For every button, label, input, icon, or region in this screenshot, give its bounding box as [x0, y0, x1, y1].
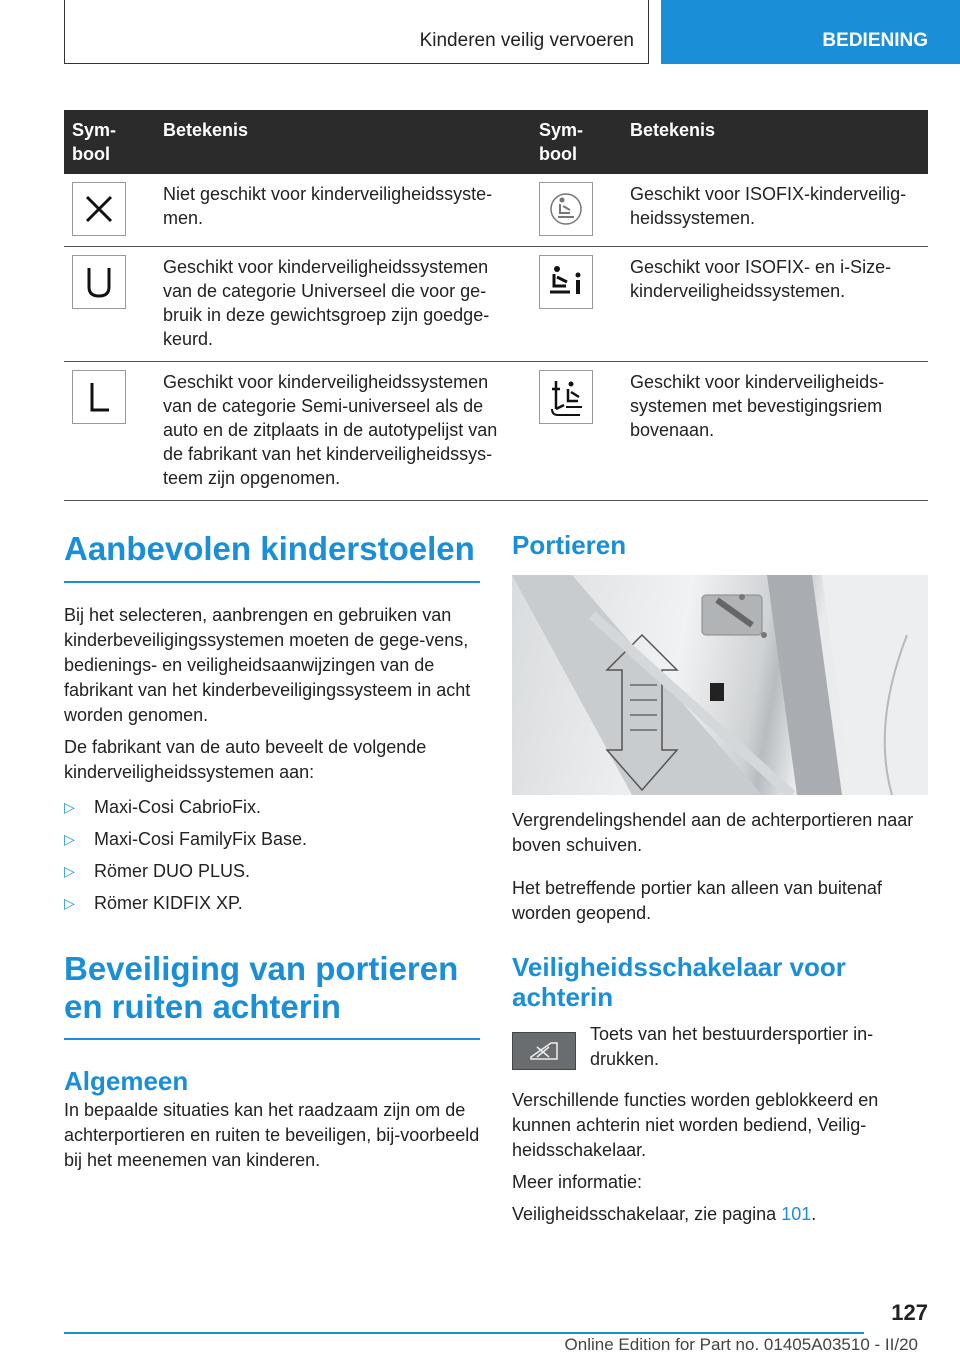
switch-icon-text: Toets van het bestuurdersportier in-drukken. [590, 1024, 874, 1069]
col-header-symbol-2: Sym- bool [531, 110, 622, 174]
list-item: ▷ Maxi-Cosi FamilyFix Base. [64, 827, 480, 852]
list-item: ▷ Maxi-Cosi CabrioFix. [64, 795, 480, 820]
footer-edition: Online Edition for Part no. 01405A03510 - II/20 [564, 1335, 918, 1354]
heading-rule [64, 1038, 480, 1040]
list-item: ▷ Römer KIDFIX XP. [64, 891, 480, 916]
table-cell-meaning: Niet geschikt voor kinderveiligheidssyste- men. [155, 174, 531, 247]
isofix-icon [539, 182, 593, 236]
section-heading-safety-switch: Veiligheidsschakelaar voor achterin [512, 952, 846, 1012]
triangle-bullet-icon: ▷ [64, 831, 75, 847]
recommended-paragraph-1: Bij het selecteren, aanbrengen en gebruiken van kinderbeveiligingssystemen moeten de gege-vens, bedienings- en veiligheidsaanwijzingen van de fabrikant van het kinderbeveiligingssysteem in acht worden genomen. [64, 605, 471, 725]
child-lock-switch-icon [512, 1032, 576, 1070]
triangle-bullet-icon: ▷ [64, 895, 75, 911]
doors-paragraph-1: Vergrendelingshendel aan de achterportieren naar boven schuiven. [512, 810, 914, 855]
not-suitable-icon [72, 182, 126, 236]
section-heading-security: Beveiliging van portieren en ruiten achterin [64, 950, 459, 1025]
header-left-box [64, 0, 649, 64]
list-item: ▷ Römer DUO PLUS. [64, 859, 480, 884]
table-cell-meaning: Geschikt voor kinderveiligheidssystemen van de categorie Universeel die voor ge- bruik in deze gewichtsgroep zijn goedge- keurd. [155, 247, 531, 362]
doors-paragraph-2: Het betreffende portier kan alleen van buitenaf worden geopend. [512, 878, 882, 923]
table-cell-meaning: Geschikt voor ISOFIX-kinderveilig- heidssystemen. [622, 174, 928, 247]
table-header-row [64, 110, 928, 174]
semi-universal-category-icon [72, 370, 126, 424]
header-section-tab[interactable] [661, 0, 960, 64]
right-column [512, 530, 928, 560]
table-row [64, 174, 928, 247]
page-number: 127 [891, 1300, 928, 1325]
symbols-table [64, 110, 928, 501]
section-heading-recommended: Aanbevolen kinderstoelen [64, 530, 475, 567]
subheading-general: Algemeen [64, 1066, 189, 1096]
col-header-meaning-2: Betekenis [622, 110, 928, 174]
recommended-seat-list [64, 795, 480, 916]
universal-category-icon [72, 255, 126, 309]
table-cell-meaning: Geschikt voor kinderveiligheidssystemen van de categorie Semi-universeel als de auto en de zitplaats in de autotypelijst van de fabrikant van het kinderveiligheidssys- teem zijn opgenomen. [155, 362, 531, 501]
table-row [64, 247, 928, 362]
top-tether-icon [539, 370, 593, 424]
col-header-symbol: Sym- bool [64, 110, 155, 174]
header-title: Kinderen veilig vervoeren [419, 30, 634, 51]
table-cell-meaning: Geschikt voor ISOFIX- en i-Size- kinderveiligheidssystemen. [622, 247, 928, 362]
col-header-meaning: Betekenis [155, 110, 531, 174]
switch-instruction [512, 1022, 928, 1072]
triangle-bullet-icon: ▷ [64, 799, 75, 815]
switch-paragraph-2: Meer informatie: [512, 1172, 643, 1192]
section-heading-doors: Portieren [512, 530, 627, 560]
footer-rule [64, 1332, 864, 1334]
switch-paragraph-1: Verschillende functies worden geblokkeerd en kunnen achterin niet worden bediend, Veilig-heidsschakelaar. [512, 1090, 879, 1160]
recommended-paragraph-2: De fabrikant van de auto beveelt de volgende kinderveiligheidssystemen aan: [64, 737, 427, 782]
door-lock-photo [512, 575, 928, 795]
page-link[interactable]: 101 [781, 1204, 812, 1224]
left-column [64, 530, 480, 1173]
table-row [64, 362, 928, 501]
header-tab-label: BEDIENING [822, 30, 928, 51]
table-cell-meaning: Geschikt voor kinderveiligheids- systemen met bevestigingsriem bovenaan. [622, 362, 928, 501]
triangle-bullet-icon: ▷ [64, 863, 75, 879]
heading-rule [64, 581, 480, 583]
right-column-lower [512, 808, 928, 1227]
switch-paragraph-3: Veiligheidsschakelaar, zie pagina 101. [512, 1204, 817, 1224]
security-paragraph: In bepaalde situaties kan het raadzaam zijn om de achterportieren en ruiten te beveiligen, bij-voorbeeld bij het meenemen van kinderen. [64, 1100, 480, 1170]
isofix-isize-icon [539, 255, 593, 309]
